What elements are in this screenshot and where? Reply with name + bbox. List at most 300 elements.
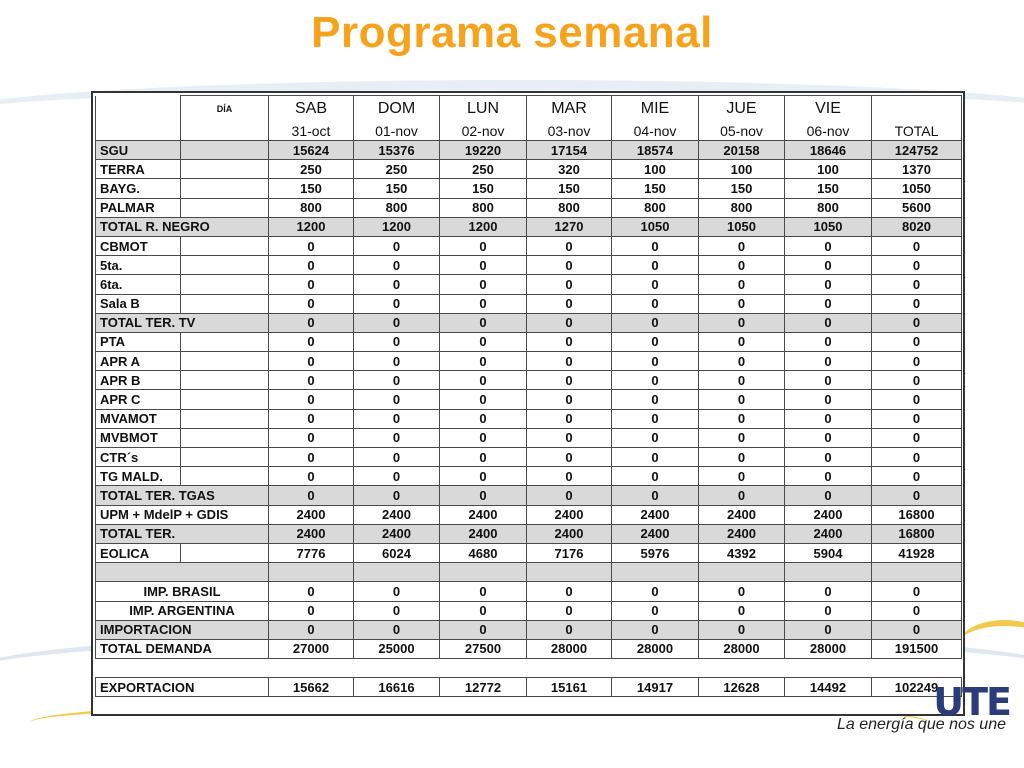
row-value: 0 (785, 371, 872, 390)
row-value: 0 (440, 313, 527, 332)
row-value: 0 (354, 601, 440, 620)
day-name: DOM (354, 96, 440, 123)
row-value: 0 (354, 294, 440, 313)
row-value: 28000 (612, 639, 699, 658)
row-label: MVBMOT (96, 428, 181, 447)
day-name: VIE (785, 96, 872, 123)
row-value: 0 (785, 275, 872, 294)
row-value: 0 (699, 467, 785, 486)
row-value: 800 (527, 198, 612, 217)
row-value: 28000 (785, 639, 872, 658)
row-total: 0 (872, 256, 962, 275)
company-logo: UTE (933, 680, 1010, 724)
row-value: 0 (612, 428, 699, 447)
row-value: 2400 (440, 524, 527, 543)
row-value: 0 (527, 352, 612, 371)
row-value: 0 (527, 294, 612, 313)
slogan: La energía que nos une (836, 716, 1006, 733)
row-value: 25000 (354, 639, 440, 658)
row-value: 0 (354, 448, 440, 467)
row-value: 28000 (527, 639, 612, 658)
table-row (96, 582, 962, 601)
row-sub-blank (181, 428, 269, 447)
row-value: 0 (527, 486, 612, 505)
table-row (96, 390, 962, 409)
row-label: PTA (96, 332, 181, 351)
row-sub-blank (181, 332, 269, 351)
row-sub-blank (181, 160, 269, 179)
row-value: 0 (612, 352, 699, 371)
row-value: 0 (354, 371, 440, 390)
row-value: 2400 (527, 524, 612, 543)
row-total: 0 (872, 313, 962, 332)
row-value: 800 (699, 198, 785, 217)
row-value: 0 (612, 582, 699, 601)
row-label: PALMAR (96, 198, 181, 217)
header-blank (96, 122, 181, 141)
spacer-row (96, 659, 962, 678)
row-label: IMPORTACION (96, 620, 269, 639)
row-value: 0 (612, 294, 699, 313)
row-label: IMP. BRASIL (96, 582, 269, 601)
row-value (354, 563, 440, 582)
row-value: 18646 (785, 141, 872, 160)
day-name: JUE (699, 96, 785, 123)
schedule-table-frame (91, 91, 965, 716)
row-total: 0 (872, 428, 962, 447)
table-row (96, 160, 962, 179)
row-label: CBMOT (96, 236, 181, 255)
row-label: TOTAL DEMANDA (96, 639, 269, 658)
row-value: 0 (785, 467, 872, 486)
row-value: 0 (612, 313, 699, 332)
table-row (96, 467, 962, 486)
row-value (269, 563, 354, 582)
row-value: 0 (527, 236, 612, 255)
day-date: 04-nov (612, 122, 699, 141)
row-value: 0 (699, 275, 785, 294)
row-value: 4392 (699, 543, 785, 562)
row-value: 0 (699, 390, 785, 409)
row-value: 0 (527, 313, 612, 332)
row-sub-blank (181, 256, 269, 275)
row-total: 0 (872, 332, 962, 351)
row-value (785, 563, 872, 582)
row-value: 800 (785, 198, 872, 217)
row-value: 0 (527, 601, 612, 620)
row-total: 41928 (872, 543, 962, 562)
row-value: 0 (785, 428, 872, 447)
row-value: 0 (354, 275, 440, 294)
row-label: EOLICA (96, 543, 181, 562)
row-value: 0 (527, 620, 612, 639)
row-value: 4680 (440, 543, 527, 562)
table-row (96, 448, 962, 467)
table-row (96, 678, 962, 697)
row-value: 0 (699, 256, 785, 275)
row-value: 1200 (354, 217, 440, 236)
row-total: 0 (872, 620, 962, 639)
row-value: 2400 (440, 505, 527, 524)
row-value: 100 (785, 160, 872, 179)
row-value: 0 (440, 275, 527, 294)
row-sub-blank (181, 409, 269, 428)
row-value: 0 (269, 294, 354, 313)
table-row (96, 313, 962, 332)
table-row (96, 486, 962, 505)
row-sub-blank (181, 390, 269, 409)
table-row (96, 543, 962, 562)
row-value: 0 (269, 390, 354, 409)
table-row (96, 236, 962, 255)
table-row (96, 256, 962, 275)
row-value: 2400 (269, 524, 354, 543)
row-value (440, 563, 527, 582)
day-date: 02-nov (440, 122, 527, 141)
row-value: 0 (269, 332, 354, 351)
row-value: 0 (269, 275, 354, 294)
row-value: 1270 (527, 217, 612, 236)
row-value: 0 (440, 582, 527, 601)
row-total: 16800 (872, 505, 962, 524)
row-value: 0 (440, 467, 527, 486)
row-label: MVAMOT (96, 409, 181, 428)
row-value: 2400 (354, 505, 440, 524)
table-row (96, 409, 962, 428)
row-label: TOTAL TER. (96, 524, 269, 543)
row-value: 0 (269, 601, 354, 620)
row-value: 0 (699, 409, 785, 428)
row-value: 0 (612, 371, 699, 390)
row-sub-blank (181, 275, 269, 294)
day-date: 05-nov (699, 122, 785, 141)
row-sub-blank (181, 371, 269, 390)
header-blank (96, 96, 181, 123)
row-value: 100 (699, 160, 785, 179)
row-value: 0 (354, 486, 440, 505)
table-row (96, 620, 962, 639)
table-row (96, 141, 962, 160)
row-sub-blank (181, 141, 269, 160)
row-value: 0 (785, 601, 872, 620)
row-total: 1370 (872, 160, 962, 179)
row-value: 0 (527, 409, 612, 428)
row-total: 5600 (872, 198, 962, 217)
row-value: 800 (440, 198, 527, 217)
row-value: 0 (612, 275, 699, 294)
row-value: 0 (354, 409, 440, 428)
row-sub-blank (181, 467, 269, 486)
row-value: 0 (354, 332, 440, 351)
row-value: 15161 (527, 678, 612, 697)
row-value: 250 (440, 160, 527, 179)
dia-label: DÍA (181, 96, 269, 123)
row-value: 150 (785, 179, 872, 198)
row-label: TOTAL TER. TGAS (96, 486, 269, 505)
row-value: 0 (785, 409, 872, 428)
row-total: 16800 (872, 524, 962, 543)
row-value: 0 (440, 620, 527, 639)
table-row (96, 639, 962, 658)
row-value: 150 (440, 179, 527, 198)
row-total: 1050 (872, 179, 962, 198)
row-total: 191500 (872, 639, 962, 658)
table-row (96, 332, 962, 351)
row-value: 19220 (440, 141, 527, 160)
row-value: 0 (527, 371, 612, 390)
row-value: 0 (612, 409, 699, 428)
day-date: 01-nov (354, 122, 440, 141)
row-sub-blank (181, 294, 269, 313)
day-date: 31-oct (269, 122, 354, 141)
row-sub-blank (181, 543, 269, 562)
row-value: 800 (269, 198, 354, 217)
row-value: 800 (612, 198, 699, 217)
row-value: 150 (612, 179, 699, 198)
row-value: 1200 (269, 217, 354, 236)
row-value: 15624 (269, 141, 354, 160)
row-value: 0 (354, 352, 440, 371)
row-value: 1050 (612, 217, 699, 236)
row-value: 0 (785, 352, 872, 371)
row-label: UPM + MdelP + GDIS (96, 505, 269, 524)
total-header-blank (872, 96, 962, 123)
row-value: 0 (612, 390, 699, 409)
row-value: 0 (354, 428, 440, 447)
row-total: 0 (872, 390, 962, 409)
row-value: 0 (440, 294, 527, 313)
row-total: 8020 (872, 217, 962, 236)
row-value: 0 (699, 332, 785, 351)
page-title: Programa semanal (311, 8, 713, 57)
row-value: 0 (354, 236, 440, 255)
row-value: 0 (354, 582, 440, 601)
row-value: 0 (269, 428, 354, 447)
row-value: 100 (612, 160, 699, 179)
row-value: 0 (527, 448, 612, 467)
row-value: 0 (785, 256, 872, 275)
row-total: 0 (872, 371, 962, 390)
row-value: 0 (785, 620, 872, 639)
row-value: 2400 (527, 505, 612, 524)
row-value: 0 (612, 620, 699, 639)
row-value: 250 (269, 160, 354, 179)
row-value: 0 (699, 428, 785, 447)
row-value: 15376 (354, 141, 440, 160)
row-value: 0 (440, 236, 527, 255)
row-value: 0 (785, 390, 872, 409)
row-value: 0 (269, 256, 354, 275)
row-value: 0 (699, 313, 785, 332)
row-total: 124752 (872, 141, 962, 160)
table-row (96, 601, 962, 620)
row-value: 0 (440, 256, 527, 275)
row-total: 102249 (872, 678, 962, 697)
row-value: 5976 (612, 543, 699, 562)
row-value: 250 (354, 160, 440, 179)
row-value: 0 (612, 486, 699, 505)
row-label (96, 563, 269, 582)
row-value: 0 (440, 371, 527, 390)
row-value: 320 (527, 160, 612, 179)
header-blank (181, 122, 269, 141)
row-value: 0 (440, 332, 527, 351)
row-value: 2400 (699, 524, 785, 543)
row-sub-blank (181, 448, 269, 467)
table-row (96, 505, 962, 524)
row-value: 0 (527, 428, 612, 447)
row-value: 0 (527, 467, 612, 486)
row-value: 0 (354, 390, 440, 409)
row-label: TG MALD. (96, 467, 181, 486)
row-value: 16616 (354, 678, 440, 697)
row-value: 20158 (699, 141, 785, 160)
row-sub-blank (181, 198, 269, 217)
row-label: IMP. ARGENTINA (96, 601, 269, 620)
row-value: 0 (699, 620, 785, 639)
row-value: 0 (269, 236, 354, 255)
row-value: 15662 (269, 678, 354, 697)
row-value: 0 (440, 352, 527, 371)
row-value: 28000 (699, 639, 785, 658)
table-row (96, 563, 962, 582)
table-row (96, 524, 962, 543)
row-value: 0 (785, 313, 872, 332)
row-value: 2400 (699, 505, 785, 524)
row-value: 0 (269, 409, 354, 428)
row-value: 150 (354, 179, 440, 198)
row-label: TOTAL TER. TV (96, 313, 269, 332)
row-value: 14492 (785, 678, 872, 697)
row-value: 0 (699, 371, 785, 390)
row-value: 0 (527, 332, 612, 351)
row-value: 0 (269, 352, 354, 371)
row-value: 14917 (612, 678, 699, 697)
table-row (96, 179, 962, 198)
row-value: 0 (440, 486, 527, 505)
table-row (96, 352, 962, 371)
row-label: TERRA (96, 160, 181, 179)
row-value: 0 (699, 448, 785, 467)
row-value: 0 (785, 486, 872, 505)
row-value: 0 (612, 236, 699, 255)
row-value: 0 (354, 467, 440, 486)
row-value: 12628 (699, 678, 785, 697)
row-value: 0 (699, 601, 785, 620)
row-value: 0 (440, 428, 527, 447)
row-value: 7776 (269, 543, 354, 562)
header-row-days (96, 96, 962, 123)
row-sub-blank (181, 236, 269, 255)
row-total: 0 (872, 467, 962, 486)
row-value: 0 (269, 448, 354, 467)
row-value: 27000 (269, 639, 354, 658)
row-value: 0 (785, 448, 872, 467)
row-total (872, 563, 962, 582)
row-total: 0 (872, 409, 962, 428)
row-value (699, 563, 785, 582)
row-value (612, 563, 699, 582)
row-value: 800 (354, 198, 440, 217)
row-value: 0 (440, 448, 527, 467)
row-value: 0 (612, 448, 699, 467)
row-value: 6024 (354, 543, 440, 562)
row-total: 0 (872, 448, 962, 467)
row-value: 150 (699, 179, 785, 198)
row-value: 0 (785, 332, 872, 351)
row-total: 0 (872, 486, 962, 505)
row-value: 1050 (785, 217, 872, 236)
row-label: Sala B (96, 294, 181, 313)
row-value: 12772 (440, 678, 527, 697)
row-value: 0 (785, 236, 872, 255)
row-value: 0 (527, 582, 612, 601)
row-value: 0 (440, 601, 527, 620)
row-label: APR B (96, 371, 181, 390)
row-value: 2400 (612, 505, 699, 524)
row-value: 7176 (527, 543, 612, 562)
row-label: 6ta. (96, 275, 181, 294)
row-value: 0 (699, 352, 785, 371)
row-label: TOTAL R. NEGRO (96, 217, 269, 236)
day-date: 06-nov (785, 122, 872, 141)
header-row-dates (96, 122, 962, 141)
row-value: 5904 (785, 543, 872, 562)
row-value: 18574 (612, 141, 699, 160)
row-value: 0 (269, 371, 354, 390)
row-value: 1050 (699, 217, 785, 236)
table-row (96, 275, 962, 294)
row-total: 0 (872, 294, 962, 313)
row-value: 2400 (785, 524, 872, 543)
row-value: 0 (269, 313, 354, 332)
row-value: 0 (354, 256, 440, 275)
row-value: 0 (612, 601, 699, 620)
row-value: 0 (699, 236, 785, 255)
row-value: 0 (527, 275, 612, 294)
row-value: 0 (269, 467, 354, 486)
row-value: 0 (612, 332, 699, 351)
row-value: 0 (269, 620, 354, 639)
table-row (96, 428, 962, 447)
spacer-cell (96, 659, 962, 678)
table-row (96, 217, 962, 236)
schedule-table (95, 95, 962, 697)
row-label: BAYG. (96, 179, 181, 198)
row-value: 0 (440, 409, 527, 428)
row-value: 0 (699, 486, 785, 505)
row-value: 0 (354, 620, 440, 639)
row-value: 0 (785, 294, 872, 313)
row-value: 1200 (440, 217, 527, 236)
row-label: APR C (96, 390, 181, 409)
row-label: EXPORTACION (96, 678, 269, 697)
row-value: 150 (269, 179, 354, 198)
day-name: SAB (269, 96, 354, 123)
row-value: 0 (527, 390, 612, 409)
row-value: 0 (699, 294, 785, 313)
day-name: LUN (440, 96, 527, 123)
row-value: 0 (269, 486, 354, 505)
row-sub-blank (181, 352, 269, 371)
row-total: 0 (872, 236, 962, 255)
row-value: 2400 (269, 505, 354, 524)
table-row (96, 198, 962, 217)
table-row (96, 371, 962, 390)
row-value: 0 (527, 256, 612, 275)
row-value: 150 (527, 179, 612, 198)
row-label: CTR´s (96, 448, 181, 467)
